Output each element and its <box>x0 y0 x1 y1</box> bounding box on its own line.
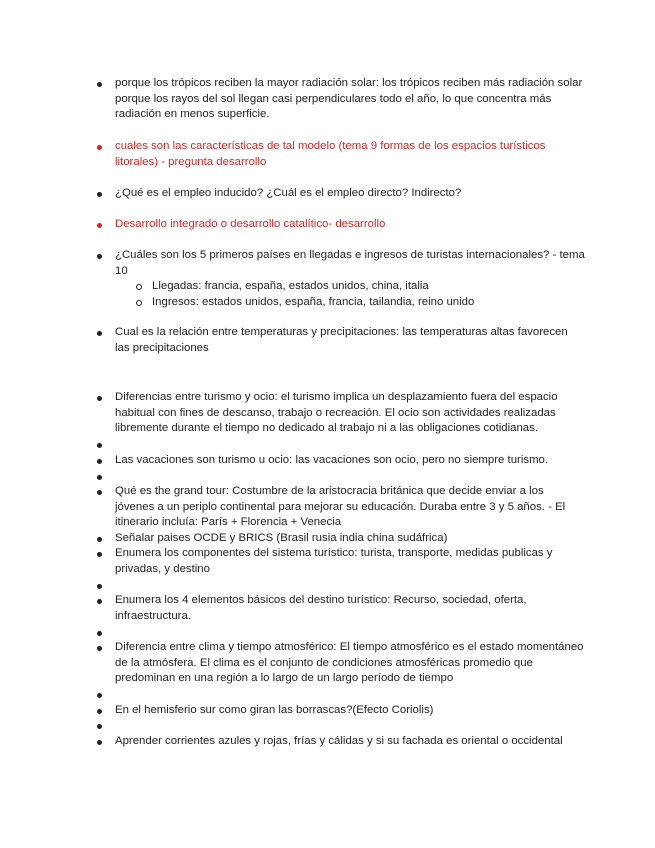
bullet <box>97 552 102 557</box>
list-item: Qué es the grand tour: Costumbre de la aristocracia británica que decide enviar a los jóvenes a un periplo continental para mejorar su educación. Duraba entre 3 y 5 años. - El itinerario incluía: París + Florencia + Venecia <box>115 485 566 529</box>
list-item: Diferencia entre clima y tiempo atmosférico: El tiempo atmosférico es el estado momentáneo de la atmósfera. El clima es el conjunto de condiciones atmosféricas promedio que predominan en una región a lo largo de un largo período de tiempo <box>115 641 584 685</box>
list-item: Las vacaciones son turismo u ocio: las vacaciones son ocio, pero no siempre turismo. <box>115 454 549 466</box>
bullet <box>97 631 102 636</box>
list-item: ¿Cuáles son los 5 primeros países en llegadas e ingresos de turistas internacionales? - tema 10 <box>115 249 585 277</box>
sub-list-item: Ingresos: estados unidos, españa, francia, tailandia, reino unido <box>152 296 475 308</box>
bullet <box>97 599 102 604</box>
bullet <box>97 223 102 228</box>
bullet <box>97 709 102 714</box>
sub-bullet <box>136 300 142 306</box>
bullet <box>97 740 102 745</box>
list-item: Señalar paises OCDE y BRICS (Brasil rusia india china sudáfrica) <box>115 532 448 544</box>
sub-bullet <box>136 284 142 290</box>
list-item: ¿Qué es el empleo inducido? ¿Cuál es el empleo directo? Indirecto? <box>115 187 462 199</box>
bullet <box>97 646 102 651</box>
bullet <box>97 490 102 495</box>
list-item: En el hemisferio sur como giran las borrascas?(Efecto Coriolis) <box>115 704 434 716</box>
bullet <box>97 331 102 336</box>
list-item: cuales son las características de tal modelo (tema 9 formas de los espacios turísticos litorales) - pregunta desarrollo <box>115 140 546 168</box>
bullet <box>97 82 102 87</box>
list-item: Cual es la relación entre temperaturas y precipitaciones: las temperaturas altas favorecen las precipitaciones <box>115 326 568 354</box>
list-item: Enumera los componentes del sistema turístico: turista, transporte, medidas publicas y privadas, y destino <box>115 547 553 575</box>
bullet <box>97 693 102 698</box>
list-item: Desarrollo integrado o desarrollo catalítico- desarrollo <box>115 218 386 230</box>
bullet <box>97 254 102 259</box>
list-item: Diferencias entre turismo y ocio: el turismo implica un desplazamiento fuera del espacio habitual con fines de descanso, trabajo o recreación. El ocio son actividades realizadas libremente durante el tiempo no dedicado al trabajo ni a las obligaciones cotidianas. <box>115 391 558 435</box>
bullet <box>97 192 102 197</box>
bullet <box>97 396 102 401</box>
bullet <box>97 459 102 464</box>
list-item: porque los trópicos reciben la mayor radiación solar: los trópicos reciben más radiación solar porque los rayos del sol llegan casi perpendiculares todo el año, lo que concentra más radiación en menos superficie. <box>115 77 583 121</box>
bullet <box>97 537 102 542</box>
bullet <box>97 724 102 729</box>
bullet <box>97 584 102 589</box>
list-item: Enumera los 4 elementos básicos del destino turístico: Recurso, sociedad, oferta, infraestructura. <box>115 594 527 622</box>
bullet <box>97 145 102 150</box>
list-item: Aprender corrientes azules y rojas, frías y cálidas y si su fachada es oriental o occidental <box>115 735 563 747</box>
bullet <box>97 443 102 448</box>
sub-list-item: Llegadas: francia, españa, estados unidos, china, italia <box>152 280 429 292</box>
bullet <box>97 475 102 480</box>
